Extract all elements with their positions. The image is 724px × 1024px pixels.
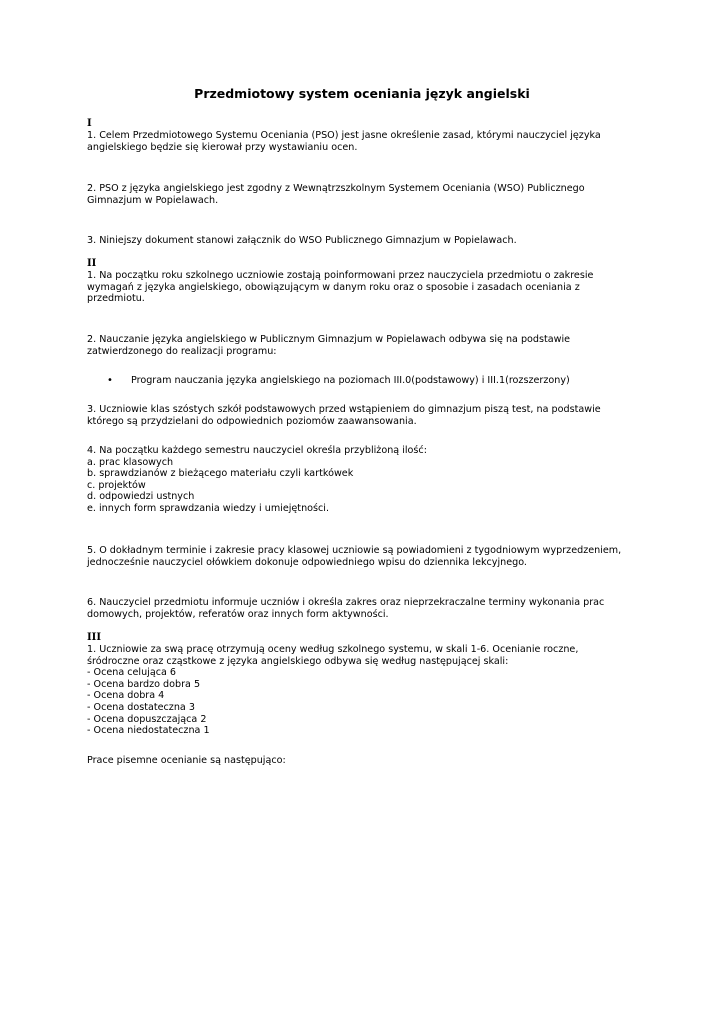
paragraph-iii-1: 1. Uczniowie za swą pracę otrzymują oceny według szkolnego systemu, w skali 1-6. Ocenianie roczne, śródroczne oraz cząstkowe z języka angielskiego odbywa się według następującej skali: - Ocena celująca 6 - Ocena bardzo dobra 5 - Ocena dobra 4 - Ocena dostateczna 3 - Ocena dopuszczająca 2 - Ocena niedostateczna 1	[87, 644, 579, 737]
document-title: Przedmiotowy system oceniania język angielski	[194, 86, 530, 101]
bullet-text: Program nauczania języka angielskiego na poziomach III.0(podstawowy) i III.1(rozszerzony)	[131, 375, 570, 386]
section-heading-iii: III	[87, 632, 102, 643]
paragraph-i-2: 2. PSO z języka angielskiego jest zgodny z Wewnątrzszkolnym Systemem Oceniania (WSO) Publicznego Gimnazjum w Popielawach.	[87, 183, 585, 206]
section-heading-ii: II	[87, 258, 97, 269]
paragraph-ii-5: 5. O dokładnym terminie i zakresie pracy klasowej uczniowie są powiadomieni z tygodniowym wyprzedzeniem, jednocześnie nauczyciel ołówkiem dokonuje odpowiedniego wpisu do dziennika lekcyjnego.	[87, 545, 622, 568]
paragraph-ii-2: 2. Nauczanie języka angielskiego w Publicznym Gimnazjum w Popielawach odbywa się na podstawie zatwierdzonego do realizacji programu:	[87, 334, 571, 357]
paragraph-iii-2: Prace pisemne ocenianie są następująco:	[87, 755, 286, 766]
paragraph-ii-1: 1. Na początku roku szkolnego uczniowie zostają poinformowani przez nauczyciela przedmiotu o zakresie wymagań z języka angielskiego, obowiązującym w danym roku oraz o sposobie i zasadach oceniania z przedmiotu.	[87, 270, 594, 305]
paragraph-ii-4: 4. Na początku każdego semestru nauczyciel określa przybliżoną ilość: a. prac klasowych b. sprawdzianów z bieżącego materiału czyli kartkówek c. projektów d. odpowiedzi ustnych e. innych form sprawdzania wiedzy i umiejętności.	[87, 445, 427, 514]
bullet-icon: •	[107, 375, 113, 386]
paragraph-i-3: 3. Niniejszy dokument stanowi załącznik do WSO Publicznego Gimnazjum w Popielawach.	[87, 235, 517, 246]
paragraph-i-1: 1. Celem Przedmiotowego Systemu Oceniania (PSO) jest jasne określenie zasad, którymi nauczyciel języka angielskiego będzie się kierował przy wystawianiu ocen.	[87, 130, 601, 153]
paragraph-ii-6: 6. Nauczyciel przedmiotu informuje uczniów i określa zakres oraz nieprzekraczalne terminy wykonania prac domowych, projektów, referatów oraz innych form aktywności.	[87, 597, 605, 620]
paragraph-ii-3: 3. Uczniowie klas szóstych szkół podstawowych przed wstąpieniem do gimnazjum piszą test, na podstawie którego są przydzielani do odpowiednich poziomów zaawansowania.	[87, 404, 601, 427]
section-heading-i: I	[87, 118, 92, 129]
